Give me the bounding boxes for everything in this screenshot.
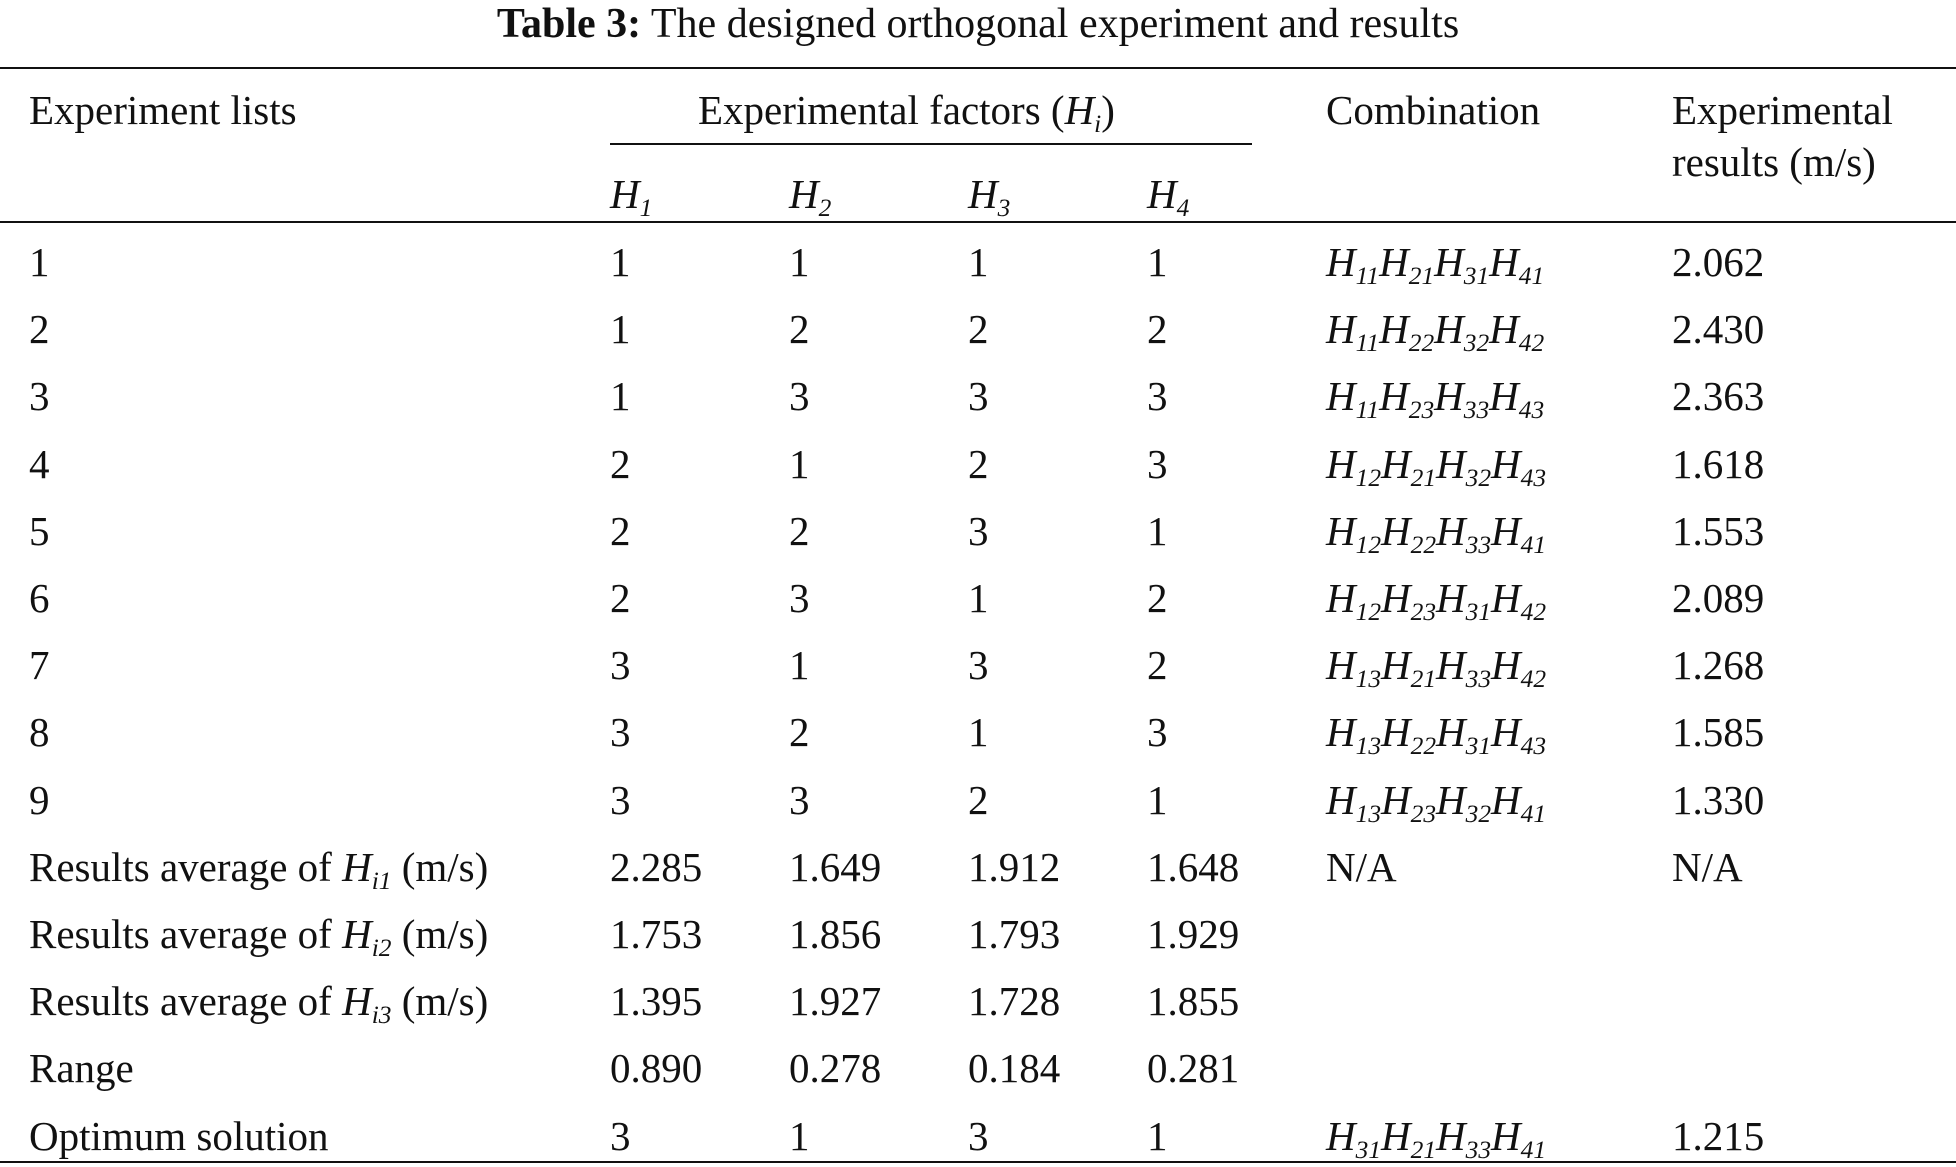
range-h3: 0.184 bbox=[968, 1045, 1061, 1092]
row-h1: 3 bbox=[610, 642, 631, 689]
table-title: The designed orthogonal experiment and results bbox=[650, 1, 1460, 47]
symbol: H bbox=[1326, 306, 1356, 353]
symbol-subscript: 31 bbox=[1463, 262, 1490, 291]
symbol-subscript: 23 bbox=[1410, 598, 1437, 627]
row-h3: 2 bbox=[968, 306, 989, 353]
header-factor-h2 bbox=[789, 170, 832, 223]
average-h1: 1.753 bbox=[610, 911, 703, 957]
average-prefix: Results average of bbox=[29, 978, 343, 1025]
average-h4: 1.929 bbox=[1147, 911, 1240, 957]
row-h1: 1 bbox=[610, 306, 631, 353]
header-factor-h4 bbox=[1147, 170, 1190, 223]
average-h3: 1.793 bbox=[968, 911, 1061, 957]
header-factor-h1 bbox=[610, 170, 653, 223]
symbol: H bbox=[1436, 776, 1466, 823]
symbol-subscript: 33 bbox=[1465, 1135, 1492, 1164]
header-results-line1: Experimental bbox=[1672, 87, 1893, 133]
symbol: H bbox=[1147, 171, 1177, 217]
row-h3: 2 bbox=[968, 440, 989, 487]
symbol: H bbox=[1379, 373, 1409, 420]
row-h4: 1 bbox=[1147, 507, 1168, 554]
symbol: H bbox=[1381, 1112, 1411, 1159]
row-h4: 3 bbox=[1147, 373, 1168, 420]
symbol: H bbox=[1326, 776, 1356, 823]
header-experiment-lists: Experiment lists bbox=[29, 87, 297, 133]
table-label: Table 3: bbox=[496, 1, 642, 47]
symbol-subscript: 2 bbox=[818, 194, 832, 223]
row-h3: 3 bbox=[968, 373, 989, 420]
symbol: H bbox=[1381, 507, 1411, 554]
symbol-subscript: 22 bbox=[1410, 530, 1437, 559]
symbol: H bbox=[1491, 1112, 1521, 1159]
row-label: 3 bbox=[29, 373, 50, 420]
symbol: H bbox=[968, 171, 998, 217]
symbol-subscript: 31 bbox=[1465, 598, 1492, 627]
row-combination bbox=[1326, 708, 1547, 761]
symbol: H bbox=[1491, 776, 1521, 823]
row-h1: 2 bbox=[610, 440, 631, 487]
row-h1: 1 bbox=[610, 373, 631, 420]
row-combination bbox=[1326, 507, 1547, 559]
symbol-subscript: 43 bbox=[1520, 463, 1547, 492]
header-factor-h3 bbox=[968, 170, 1011, 223]
symbol-subscript: 23 bbox=[1410, 799, 1437, 828]
range-h2: 0.278 bbox=[789, 1045, 882, 1092]
symbol: H bbox=[1326, 507, 1356, 554]
row-combination bbox=[1326, 776, 1547, 828]
symbol-subscript: i1 bbox=[371, 866, 392, 895]
symbol: H bbox=[1436, 709, 1466, 756]
row-result: 1.268 bbox=[1672, 642, 1765, 689]
row-h1: 2 bbox=[610, 507, 631, 554]
optimum-label: Optimum solution bbox=[29, 1112, 329, 1159]
row-h2: 1 bbox=[789, 440, 810, 487]
top-rule bbox=[0, 67, 1956, 69]
symbol: H bbox=[1381, 575, 1411, 621]
row-combination bbox=[1326, 238, 1545, 291]
symbol-subscript: 42 bbox=[1518, 329, 1545, 358]
symbol-subscript: 41 bbox=[1520, 530, 1547, 559]
row-h3: 1 bbox=[968, 239, 989, 285]
symbol-subscript: 12 bbox=[1355, 463, 1382, 492]
row-h2: 2 bbox=[789, 709, 810, 756]
range-label: Range bbox=[29, 1045, 134, 1092]
symbol: H bbox=[1436, 507, 1466, 554]
symbol-subscript: 32 bbox=[1465, 799, 1492, 828]
symbol: H bbox=[1381, 440, 1411, 487]
row-result: 1.618 bbox=[1672, 440, 1765, 487]
symbol-subscript: 12 bbox=[1355, 530, 1382, 559]
row-result: 1.553 bbox=[1672, 507, 1765, 554]
symbol: H bbox=[1489, 306, 1519, 353]
average-h1: 2.285 bbox=[610, 843, 703, 890]
average-h4: 1.648 bbox=[1147, 843, 1240, 890]
symbol-subscript: 11 bbox=[1355, 262, 1380, 291]
symbol: H bbox=[610, 171, 640, 217]
symbol: H bbox=[1434, 239, 1464, 285]
symbol-subscript: 31 bbox=[1465, 732, 1492, 761]
row-h1: 3 bbox=[610, 776, 631, 823]
symbol-subscript: 3 bbox=[997, 194, 1011, 223]
average-label bbox=[29, 910, 489, 963]
symbol-subscript: 13 bbox=[1355, 732, 1382, 761]
row-result: 2.363 bbox=[1672, 373, 1765, 420]
average-label bbox=[29, 843, 489, 895]
symbol-subscript: 13 bbox=[1355, 799, 1382, 828]
symbol: H bbox=[789, 171, 819, 217]
symbol-subscript: 42 bbox=[1520, 598, 1547, 627]
row-label: 1 bbox=[29, 239, 50, 285]
symbol: H bbox=[1489, 373, 1519, 420]
row-h4: 2 bbox=[1147, 642, 1168, 689]
symbol-subscript: 11 bbox=[1355, 329, 1380, 358]
row-h3: 1 bbox=[968, 709, 989, 756]
row-combination bbox=[1326, 440, 1547, 492]
symbol: H bbox=[342, 978, 372, 1025]
row-label: 5 bbox=[29, 507, 50, 554]
symbol-subscript: i3 bbox=[371, 1001, 392, 1030]
row-h3: 2 bbox=[968, 776, 989, 823]
row-h3: 3 bbox=[968, 507, 989, 554]
optimum-combination bbox=[1326, 1112, 1547, 1164]
average-h3: 1.728 bbox=[968, 978, 1061, 1025]
average-combination: N/A bbox=[1326, 843, 1397, 890]
symbol-subscript: 33 bbox=[1465, 530, 1492, 559]
table-caption bbox=[0, 0, 1956, 52]
symbol: H bbox=[1326, 709, 1356, 756]
symbol: H bbox=[1434, 373, 1464, 420]
symbol: H bbox=[1381, 776, 1411, 823]
row-result: 1.585 bbox=[1672, 709, 1765, 756]
row-h1: 3 bbox=[610, 709, 631, 756]
symbol-subscript: 33 bbox=[1465, 665, 1492, 694]
symbol: H bbox=[342, 843, 372, 890]
row-result: 2.089 bbox=[1672, 575, 1765, 621]
row-result: 2.062 bbox=[1672, 239, 1765, 285]
symbol: H bbox=[1436, 575, 1466, 621]
header-rule bbox=[0, 221, 1956, 223]
symbol: H bbox=[1326, 373, 1356, 420]
symbol: H bbox=[1326, 642, 1356, 689]
row-h2: 3 bbox=[789, 373, 810, 420]
header-results-line2: results (m/s) bbox=[1672, 139, 1876, 185]
row-h1: 2 bbox=[610, 575, 631, 621]
symbol-subscript: 21 bbox=[1410, 665, 1437, 694]
symbol: H bbox=[1436, 642, 1466, 689]
row-h2: 1 bbox=[789, 642, 810, 689]
row-h4: 3 bbox=[1147, 709, 1168, 756]
row-label: 4 bbox=[29, 440, 50, 487]
header-experimental-factors: Experimental factors $(H_i)$ bbox=[698, 87, 1115, 139]
symbol-subscript: 21 bbox=[1410, 463, 1437, 492]
symbol-subscript: 42 bbox=[1520, 665, 1547, 694]
symbol-subscript: 4 bbox=[1176, 194, 1190, 223]
row-result: 1.330 bbox=[1672, 776, 1765, 823]
row-h3: 1 bbox=[968, 575, 989, 621]
symbol-subscript: 41 bbox=[1520, 799, 1547, 828]
symbol: H bbox=[1379, 239, 1409, 285]
symbol-subscript: i2 bbox=[371, 934, 392, 963]
row-h3: 3 bbox=[968, 642, 989, 689]
row-h4: 1 bbox=[1147, 776, 1168, 823]
average-label bbox=[29, 977, 489, 1030]
symbol: H bbox=[1489, 239, 1519, 285]
symbol: H bbox=[1379, 306, 1409, 353]
symbol-subscript: 23 bbox=[1408, 396, 1435, 425]
symbol: H bbox=[1436, 440, 1466, 487]
row-label: 2 bbox=[29, 306, 50, 353]
symbol: H bbox=[1491, 507, 1521, 554]
average-prefix: Results average of bbox=[29, 911, 343, 957]
symbol-subscript: 1 bbox=[639, 194, 653, 223]
row-combination bbox=[1326, 574, 1547, 627]
symbol-subscript: 41 bbox=[1518, 262, 1545, 291]
symbol-subscript: 32 bbox=[1465, 463, 1492, 492]
row-h2: 2 bbox=[789, 306, 810, 353]
header-combination: Combination bbox=[1326, 87, 1541, 133]
optimum-h4: 1 bbox=[1147, 1112, 1168, 1159]
average-h3: 1.912 bbox=[968, 843, 1061, 890]
average-h2: 1.649 bbox=[789, 843, 882, 890]
row-h2: 3 bbox=[789, 575, 810, 621]
row-label: 6 bbox=[29, 575, 50, 621]
symbol-subscript: 43 bbox=[1518, 396, 1545, 425]
average-suffix: (m/s) bbox=[391, 843, 489, 890]
row-combination bbox=[1326, 641, 1547, 694]
row-h4: 2 bbox=[1147, 306, 1168, 353]
symbol: H bbox=[1491, 575, 1521, 621]
optimum-h1: 3 bbox=[610, 1112, 631, 1159]
symbol-subscript: 13 bbox=[1355, 665, 1382, 694]
symbol: H bbox=[1434, 306, 1464, 353]
symbol-subscript: 43 bbox=[1520, 732, 1547, 761]
symbol-subscript: 32 bbox=[1463, 329, 1490, 358]
symbol: H bbox=[342, 911, 372, 957]
symbol-subscript: 41 bbox=[1520, 1135, 1547, 1164]
row-label: 8 bbox=[29, 709, 50, 756]
average-suffix: (m/s) bbox=[391, 978, 489, 1025]
symbol-subscript: 31 bbox=[1355, 1135, 1382, 1164]
symbol-subscript: 21 bbox=[1410, 1135, 1437, 1164]
average-prefix: Results average of bbox=[29, 843, 343, 890]
symbol: H bbox=[1491, 440, 1521, 487]
symbol: H bbox=[1491, 709, 1521, 756]
average-result: N/A bbox=[1672, 843, 1743, 890]
range-h4: 0.281 bbox=[1147, 1045, 1240, 1092]
row-h4: 1 bbox=[1147, 239, 1168, 285]
average-h4: 1.855 bbox=[1147, 978, 1240, 1025]
symbol-subscript: 22 bbox=[1408, 329, 1435, 358]
row-label: 9 bbox=[29, 776, 50, 823]
symbol: H bbox=[1381, 642, 1411, 689]
symbol: H bbox=[1326, 440, 1356, 487]
symbol: H bbox=[1326, 239, 1356, 285]
average-h1: 1.395 bbox=[610, 978, 703, 1025]
symbol-subscript: 12 bbox=[1355, 598, 1382, 627]
row-combination bbox=[1326, 305, 1545, 358]
symbol: H bbox=[1436, 1112, 1466, 1159]
symbol-subscript: 11 bbox=[1355, 396, 1380, 425]
row-label: 7 bbox=[29, 642, 50, 689]
range-h1: 0.890 bbox=[610, 1045, 703, 1092]
bottom-rule bbox=[0, 1161, 1956, 1163]
row-h2: 1 bbox=[789, 239, 810, 285]
symbol-subscript: 22 bbox=[1410, 732, 1437, 761]
symbol: H bbox=[1491, 642, 1521, 689]
row-h1: 1 bbox=[610, 239, 631, 285]
row-result: 2.430 bbox=[1672, 306, 1765, 353]
average-suffix: (m/s) bbox=[391, 911, 489, 957]
optimum-result: 1.215 bbox=[1672, 1112, 1765, 1159]
optimum-h2: 1 bbox=[789, 1112, 810, 1159]
symbol-subscript: 33 bbox=[1463, 396, 1490, 425]
factors-underline bbox=[610, 143, 1252, 145]
row-h4: 2 bbox=[1147, 575, 1168, 621]
row-h4: 3 bbox=[1147, 440, 1168, 487]
optimum-h3: 3 bbox=[968, 1112, 989, 1159]
row-h2: 2 bbox=[789, 507, 810, 554]
average-h2: 1.927 bbox=[789, 978, 882, 1025]
symbol-subscript: 21 bbox=[1408, 262, 1435, 291]
symbol: H bbox=[1326, 575, 1356, 621]
row-combination bbox=[1326, 372, 1545, 425]
row-h2: 3 bbox=[789, 776, 810, 823]
symbol: H bbox=[1326, 1112, 1356, 1159]
average-h2: 1.856 bbox=[789, 911, 882, 957]
symbol: H bbox=[1381, 709, 1411, 756]
